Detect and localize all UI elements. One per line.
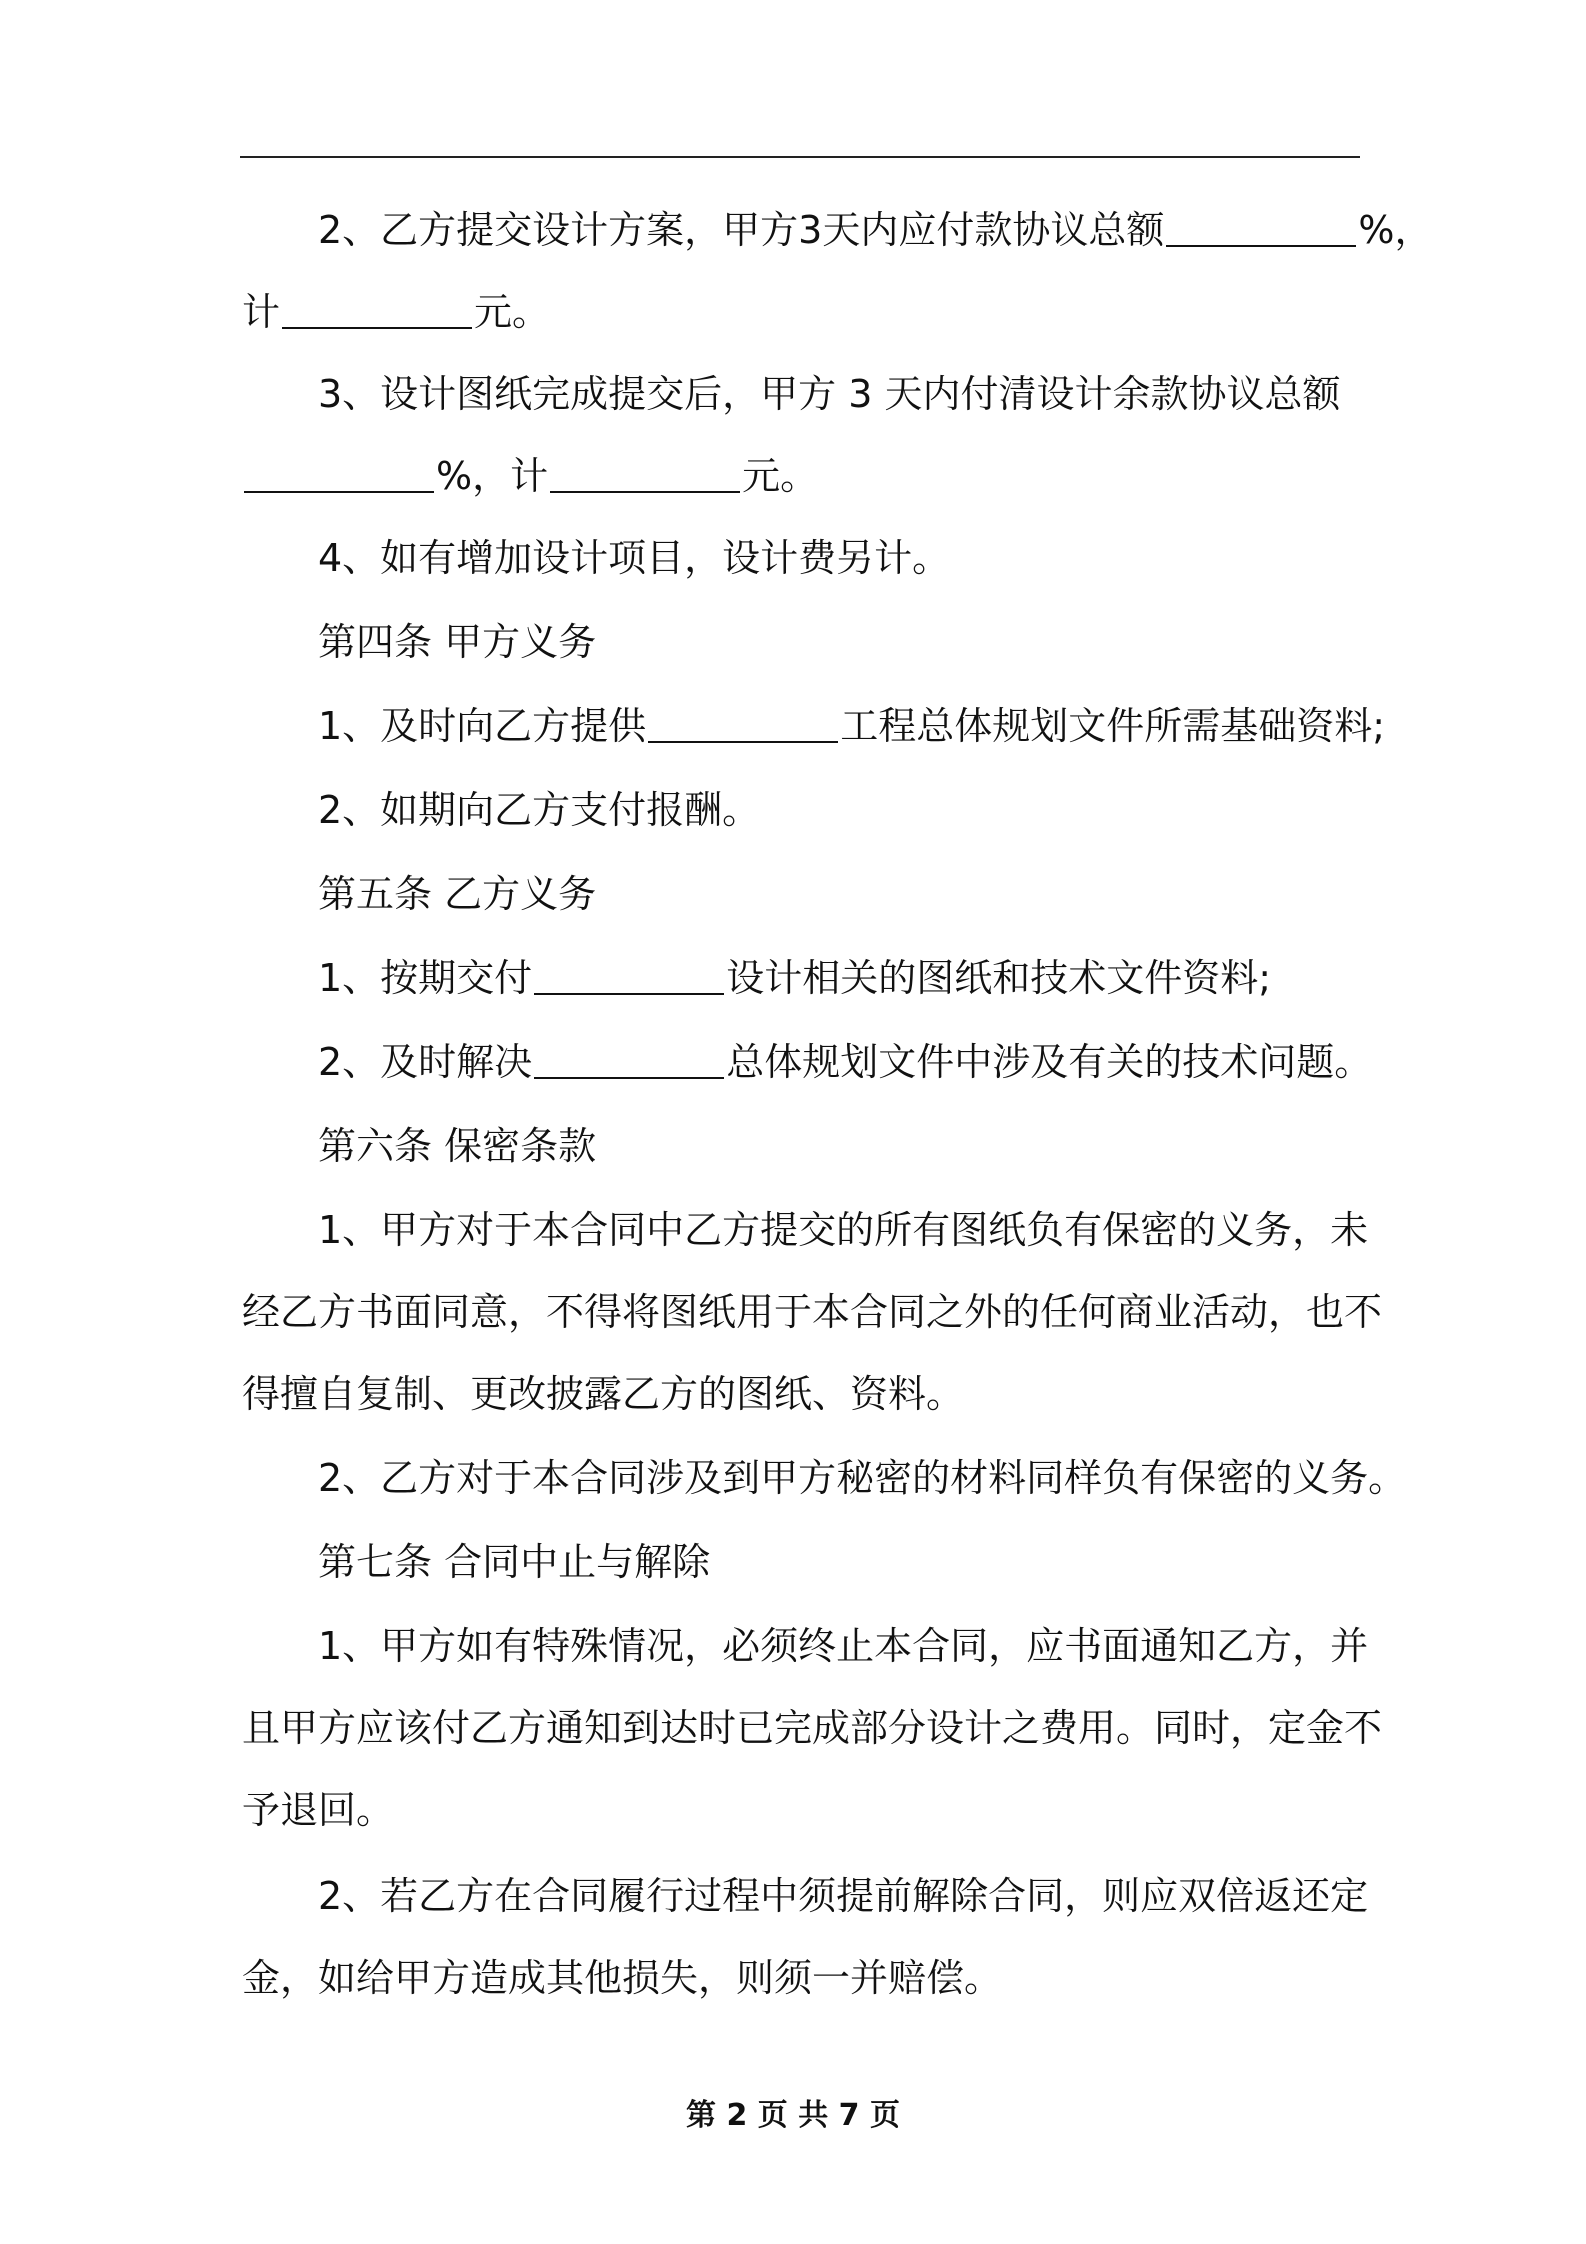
blank-field xyxy=(648,703,838,743)
article-4-item-2 xyxy=(318,780,760,840)
page-number: 第 2 页 共 7 页 xyxy=(686,2098,900,2133)
text: 2、乙方提交设计方案，甲方3天内应付款协议总额 xyxy=(318,208,1165,252)
article-7-item-2-cont xyxy=(242,1948,1002,2008)
text: 工程总体规划文件所需基础资料; xyxy=(840,704,1385,748)
text: 得擅自复制、更改披露乙方的图纸、资料。 xyxy=(242,1372,965,1416)
text: 计 xyxy=(242,290,281,334)
clause-3-item-4 xyxy=(318,528,950,588)
text: 1、按期交付 xyxy=(318,956,533,1000)
header-rule xyxy=(240,156,1360,158)
article-5-item-1 xyxy=(318,948,1271,1008)
text: 2、若乙方在合同履行过程中须提前解除合同，则应双倍返还定 xyxy=(318,1874,1369,1918)
article-6-item-1-cont xyxy=(242,1364,964,1424)
text: 第四条 甲方义务 xyxy=(318,620,597,664)
text: 总体规划文件中涉及有关的技术问题。 xyxy=(726,1040,1373,1084)
article-5-heading xyxy=(318,864,596,924)
article-7-item-2 xyxy=(318,1866,1368,1926)
article-7-item-1-cont xyxy=(242,1698,1382,1758)
article-4-heading xyxy=(318,612,596,672)
blank-field xyxy=(244,453,434,493)
text: 1、及时向乙方提供 xyxy=(318,704,647,748)
clause-3-item-3-cont xyxy=(242,446,818,506)
text: 金，如给甲方造成其他损失，则须一并赔偿。 xyxy=(242,1956,1003,2000)
text: %，计 xyxy=(436,454,549,498)
text: %， xyxy=(1358,208,1433,252)
text: 第七条 合同中止与解除 xyxy=(318,1540,711,1584)
article-7-item-1-cont xyxy=(242,1780,394,1840)
text: 设计相关的图纸和技术文件资料; xyxy=(726,956,1271,1000)
blank-field xyxy=(550,453,740,493)
clause-3-item-2-cont xyxy=(242,282,550,342)
text: 1、甲方如有特殊情况，必须终止本合同，应书面通知乙方，并 xyxy=(318,1624,1369,1668)
article-6-item-2 xyxy=(318,1448,1406,1508)
clause-3-item-3 xyxy=(318,364,1341,424)
article-5-item-2 xyxy=(318,1032,1372,1092)
text: 2、乙方对于本合同涉及到甲方秘密的材料同样负有保密的义务。 xyxy=(318,1456,1407,1500)
blank-field xyxy=(1166,207,1356,247)
text: 2、及时解决 xyxy=(318,1040,533,1084)
text: 元。 xyxy=(742,454,819,498)
article-7-item-1 xyxy=(318,1616,1368,1676)
text: 且甲方应该付乙方通知到达时已完成部分设计之费用。同时，定金不 xyxy=(242,1706,1383,1750)
text: 第五条 乙方义务 xyxy=(318,872,597,916)
blank-field xyxy=(534,955,724,995)
blank-field xyxy=(282,289,472,329)
article-6-heading xyxy=(318,1116,596,1176)
blank-field xyxy=(534,1039,724,1079)
text: 第六条 保密条款 xyxy=(318,1124,597,1168)
article-4-item-1 xyxy=(318,696,1385,756)
text: 2、如期向乙方支付报酬。 xyxy=(318,788,761,832)
article-7-heading xyxy=(318,1532,710,1592)
article-6-item-1 xyxy=(318,1200,1368,1260)
article-6-item-1-cont xyxy=(242,1282,1382,1342)
clause-3-item-2 xyxy=(318,200,1432,260)
text: 元。 xyxy=(474,290,551,334)
text: 1、甲方对于本合同中乙方提交的所有图纸负有保密的义务，未 xyxy=(318,1208,1369,1252)
text: 4、如有增加设计项目，设计费另计。 xyxy=(318,536,951,580)
text: 经乙方书面同意，不得将图纸用于本合同之外的任何商业活动，也不 xyxy=(242,1290,1383,1334)
text: 予退回。 xyxy=(242,1788,395,1832)
text: 3、设计图纸完成提交后，甲方 3 天内付清设计余款协议总额 xyxy=(318,372,1341,416)
